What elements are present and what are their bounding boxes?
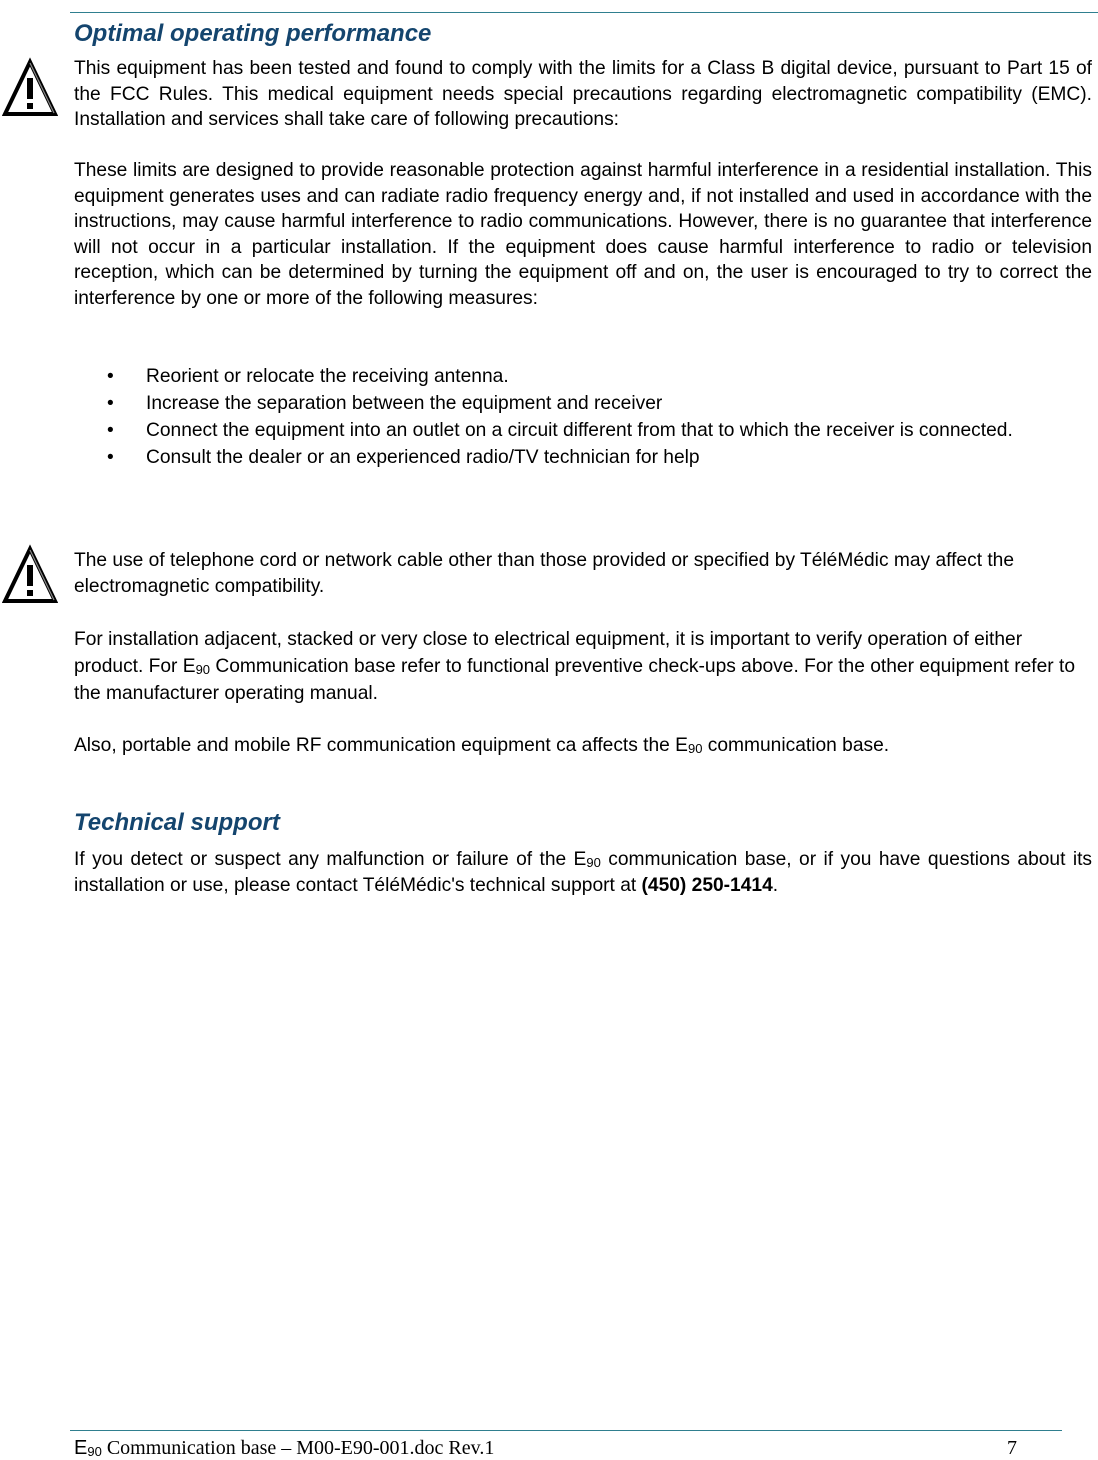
list-item: • Reorient or relocate the receiving antenna. [74,364,1092,390]
warning-triangle-icon [2,56,58,118]
installation-text: For installation adjacent, stacked or very close to electrical equipment, it is important to verify operation of either product. For $E_{90}$ Communication base refer to functional preventive check-ups above. For the other equipment refer to the manufacturer operating manual. [74,629,1076,704]
bullet-icon: • [107,393,114,414]
section-title-optimal-performance: Optimal operating performance [74,20,432,47]
rf-text: Also, portable and mobile RF communication equipment ca affects the $E_{90}$ communication base. [74,735,890,756]
bullet-icon: • [107,366,114,387]
list-item: • Connect the equipment into an outlet on a circuit different from that to which the receiver is connected. [74,418,1092,444]
header-rule [70,12,1098,13]
rf-paragraph [74,733,1092,759]
warning-triangle-icon [2,543,58,605]
limits-paragraph [74,158,1092,311]
fcc-compliance-paragraph [74,56,1092,133]
measures-list [74,364,1092,472]
footer-rule [70,1430,1062,1431]
support-text: If you detect or suspect any malfunction or failure of the $E_{90}$ communication base, or if you have questions about its installation or use, please contact TéléMédic's technical support at (450) 250-1414. [74,849,1093,896]
fcc-compliance-text: This equipment has been tested and found to comply with the limits for a Class B digital device, pursuant to Part 15 of the FCC Rules. This medical equipment needs special precautions regarding electromagnetic compatibility (EMC). Installation and services shall take care of following precautions: [74,58,1092,130]
page-number: 7 [1007,1437,1017,1459]
support-paragraph [74,847,1092,898]
bullet-icon: • [107,447,114,468]
limits-text: These limits are designed to provide reasonable protection against harmful interference in a residential installation. This equipment generates uses and can radiate radio frequency energy and, if not installed and used in accordance with the instructions, may cause harmful interference to radio communications. However, there is no guarantee that interference will not occur in a particular installation. If the equipment does cause harmful interference to radio or television reception, which can be determined by turning the equipment off and on, the user is encouraged to try to correct the interference by one or more of the following measures: [74,160,1092,309]
list-item: • Consult the dealer or an experienced radio/TV technician for help [74,445,1092,471]
bullet-icon: • [107,420,114,441]
footer-doc-info: $E_{90}$ Communication base – M00-E90-001.doc Rev.1 [74,1437,495,1459]
cord-warning-text: The use of telephone cord or network cable other than those provided or specified by TéléMédic may affect the electromagnetic compatibility. [74,550,1015,597]
installation-paragraph [74,626,1092,707]
cord-warning-paragraph [74,548,1092,599]
section-title-technical-support: Technical support [74,809,280,836]
list-item: • Increase the separation between the equipment and receiver [74,391,1092,417]
support-phone: (450) 250-1414 [641,874,773,896]
